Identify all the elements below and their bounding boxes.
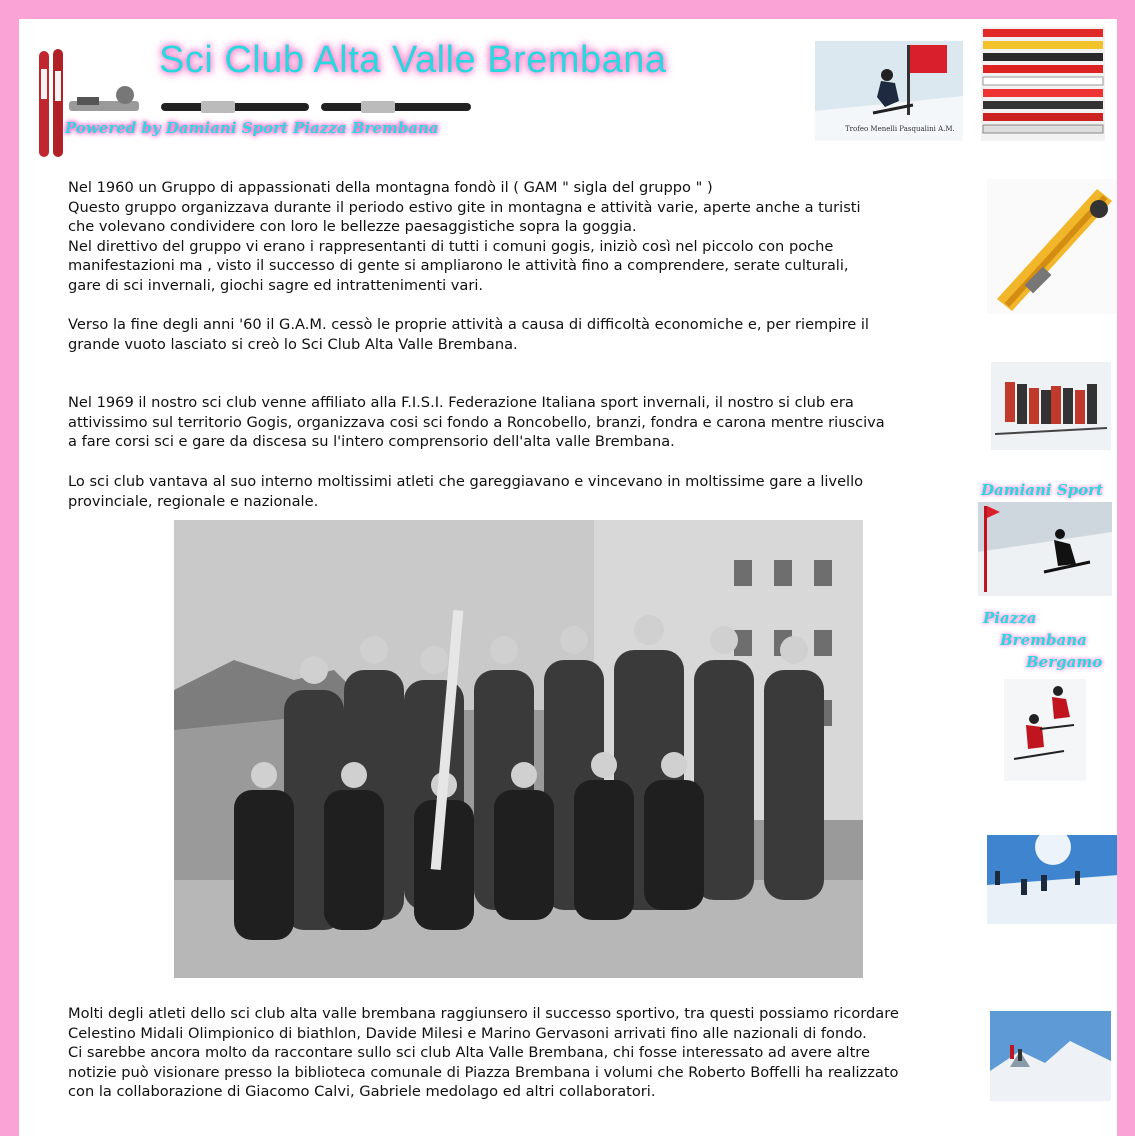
- sidebar-sunny-slope-image: [987, 835, 1117, 924]
- page-container: [19, 19, 1117, 1136]
- sidebar-location-line-3: Bergamo: [1026, 653, 1103, 671]
- ski-graphics: [161, 99, 473, 115]
- sidebar-shop-name: Damiani Sport: [981, 481, 1103, 499]
- history-paragraph-5: Molti degli atleti dello sci club alta valle brembana raggiunsero il successo sportivo, tra questi possiamo ricordare Celestino Midali Olimpionico di biathlon, Davide Milesi e Marino Gervasoni arrivati fino alle nazionali di fondo. Ci sarebbe ancora molto da raccontare sullo sci club Alta Valle Brembana, chi fosse interessato ad avere altre notizie può visionare presso la biblioteca comunale di Piazza Brembana i volumi che Roberto Boffelli ha realizzato con la collaborazione di Giacomo Calvi, Gabriele medolago ed altri collaboratori.: [68, 1005, 899, 1100]
- sidebar-location-line-2: Brembana: [1000, 631, 1087, 649]
- powered-by-text: Powered by Damiani Sport Piazza Brembana: [65, 119, 439, 137]
- skis-with-binding-image: [33, 49, 148, 161]
- history-paragraph-1: Nel 1960 un Gruppo di appassionati della montagna fondò il ( GAM " sigla del gruppo " ) Questo gruppo organizzava durante il periodo estivo gite in montagna e attività varie, aperte anche a turisti che volevano condividere con loro le bellezze paesaggistiche sopra la goggia. Nel direttivo del gruppo vi erano i rappresentanti di tutti i comuni gogis, iniziò così nel piccolo con poche manifestazioni ma , visto il successo di gente si ampliarono le attività fino a comprendere, serate culturali, gare di sci invernali, giochi sagre ed intrattenimenti vari.: [68, 179, 861, 294]
- history-paragraph-4: Lo sci club vantava al suo interno moltissimi atleti che gareggiavano e vincevano in moltissime gare a livello provinciale, regionale e nazionale.: [68, 473, 864, 510]
- history-paragraph-3: Nel 1969 il nostro sci club venne affiliato alla F.I.S.I. Federazione Italiana sport invernali, il nostro si club era attivissimo sul territorio Gogis, organizzava cosi sci fondo a Roncobello, branzi, fondra e carona mentre riusciva a fare corsi sci e gare da discesa su l'intero comprensorio dell'alta valle Brembana.: [68, 394, 885, 450]
- sidebar-two-skiers-image: [1004, 679, 1086, 781]
- sidebar-slalom-image: [978, 502, 1112, 596]
- ski-racer-banner-image: [815, 41, 963, 141]
- sidebar-ski-closeup-image: [987, 179, 1117, 314]
- sidebar-ski-children-image: [991, 362, 1111, 450]
- site-title: Sci Club Alta Valle Brembana: [159, 39, 667, 81]
- sidebar-location-line-1: Piazza: [983, 609, 1037, 627]
- sidebar-mountain-hikers-image: [990, 1011, 1111, 1101]
- ski-rack-image: [981, 27, 1105, 141]
- historic-group-photo: [174, 520, 863, 978]
- banner-caption: Trofeo Menelli Pasqualini A.M.: [845, 125, 955, 133]
- history-paragraph-2: Verso la fine degli anni '60 il G.A.M. cessò le proprie attività a causa di difficoltà economiche e, per riempire il grande vuoto lasciato si creò lo Sci Club Alta Valle Brembana.: [68, 316, 869, 353]
